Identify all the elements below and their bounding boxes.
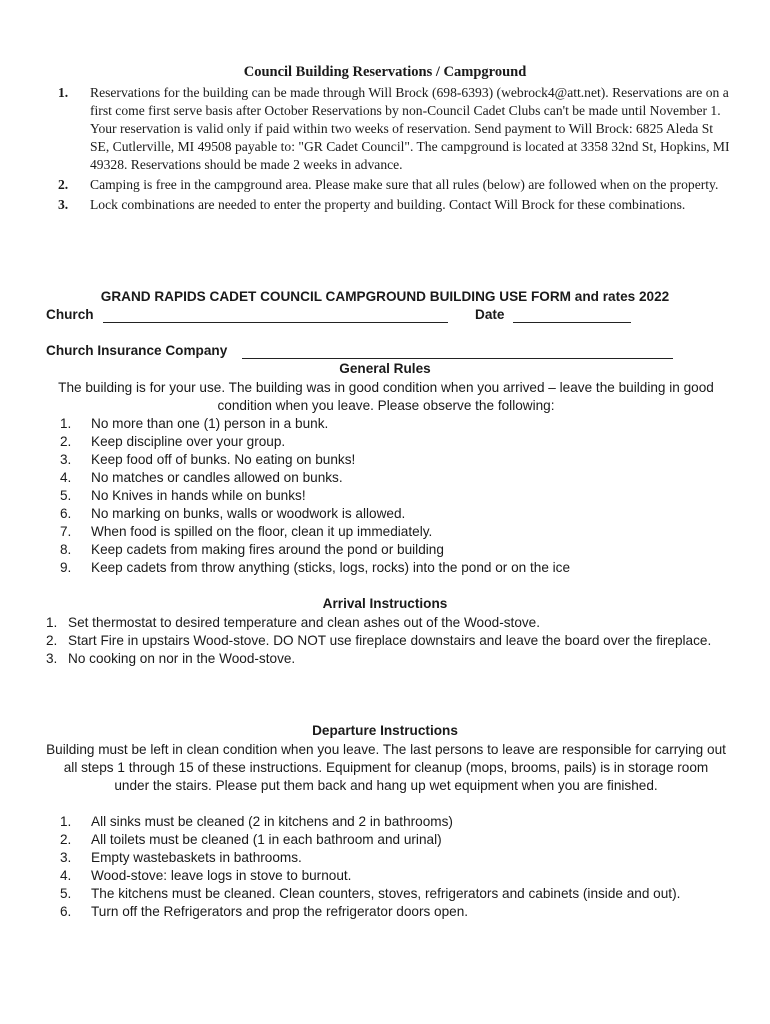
item-number: 5. — [60, 488, 72, 503]
item-text: Empty wastebaskets in bathrooms. — [91, 850, 302, 865]
list-item — [60, 523, 740, 541]
item-number: 2. — [46, 633, 58, 648]
item-text: Reservations for the building can be made through Will Brock (698-6393) (webrock4@att.net). Reservations are on a first come first serve basis after October Reservations by non-Council Cadet Clubs can't be made until November 1. Your reservation is valid only if paid within two weeks of reservation. Send payment to Will Brock: 6825 Aleda St SE, Cutlerville, MI 49508 payable to: "GR Cadet Council". The campground is located at 3358 32nd St, Hopkins, MI 49328. Reservations should be made 2 weeks in advance. — [90, 85, 730, 172]
list-item — [60, 813, 728, 831]
list-item — [60, 541, 740, 559]
list-item — [46, 614, 726, 632]
item-text: The kitchens must be cleaned. Clean counters, stoves, refrigerators and cabinets (inside and out). — [91, 886, 681, 901]
item-text: Keep food off of bunks. No eating on bunks! — [91, 452, 356, 467]
reservations-list — [52, 84, 732, 216]
item-text: No cooking on nor in the Wood-stove. — [68, 651, 296, 666]
item-number: 1. — [60, 416, 72, 431]
item-text: All sinks must be cleaned (2 in kitchens and 2 in bathrooms) — [91, 814, 453, 829]
list-item — [60, 849, 728, 867]
arrival-list — [46, 614, 726, 668]
date-field[interactable] — [513, 322, 631, 323]
item-number: 3. — [46, 651, 58, 666]
church-label: Church — [46, 307, 94, 322]
item-number: 3. — [58, 197, 69, 212]
item-number: 4. — [60, 868, 72, 883]
general-rules-list — [60, 415, 740, 577]
list-item — [60, 451, 740, 469]
list-item — [46, 632, 726, 650]
item-text: When food is spilled on the floor, clean it up immediately. — [91, 524, 433, 539]
list-item — [46, 650, 726, 668]
item-text: Wood-stove: leave logs in stove to burnout. — [91, 868, 352, 883]
item-number: 2. — [60, 832, 72, 847]
general-rules-intro: The building is for your use. The building was in good condition when you arrived – leave the building in good condition when you leave. Please observe the following: — [58, 380, 714, 413]
arrival-heading: Arrival Instructions — [322, 596, 448, 611]
item-text: Keep discipline over your group. — [91, 434, 286, 449]
list-item — [60, 831, 728, 849]
item-text: No marking on bunks, walls or woodwork is allowed. — [91, 506, 406, 521]
item-text: Start Fire in upstairs Wood-stove. DO NOT use fireplace downstairs and leave the board over the fireplace. — [68, 633, 712, 648]
item-number: 4. — [60, 470, 72, 485]
reservations-title: Council Building Reservations / Campground — [243, 64, 527, 80]
item-text: Turn off the Refrigerators and prop the refrigerator doors open. — [91, 904, 469, 919]
list-item — [60, 433, 740, 451]
list-item — [52, 84, 732, 174]
item-text: No more than one (1) person in a bunk. — [91, 416, 329, 431]
insurance-field[interactable] — [242, 358, 673, 359]
item-number: 3. — [60, 850, 72, 865]
item-text: Camping is free in the campground area. Please make sure that all rules (below) are followed when on the property. — [90, 177, 719, 192]
item-text: No matches or candles allowed on bunks. — [91, 470, 343, 485]
item-number: 1. — [60, 814, 72, 829]
church-field[interactable] — [103, 322, 448, 323]
general-rules-heading: General Rules — [339, 361, 431, 376]
item-number: 1. — [58, 85, 69, 100]
item-number: 5. — [60, 886, 72, 901]
item-text: Lock combinations are needed to enter the property and building. Contact Will Brock for these combinations. — [90, 197, 686, 212]
list-item — [60, 559, 740, 577]
list-item — [52, 176, 732, 194]
item-text: Set thermostat to desired temperature and clean ashes out of the Wood-stove. — [68, 615, 541, 630]
date-label: Date — [475, 307, 505, 322]
list-item — [60, 469, 740, 487]
list-item — [60, 505, 740, 523]
item-number: 9. — [60, 560, 72, 575]
list-item — [60, 867, 728, 885]
insurance-label: Church Insurance Company — [46, 343, 228, 358]
item-text: Keep cadets from making fires around the pond or building — [91, 542, 444, 557]
departure-heading: Departure Instructions — [312, 723, 458, 738]
departure-list — [60, 813, 728, 921]
departure-intro: Building must be left in clean condition when you leave. The last persons to leave are responsible for carrying out all steps 1 through 15 of these instructions. Equipment for cleanup (mops, brooms, pails) is in storage room under the stairs. Please put them back and hang up wet equipment when you are finished. — [46, 742, 726, 793]
list-item — [60, 487, 740, 505]
item-number: 6. — [60, 904, 72, 919]
list-item — [60, 415, 740, 433]
item-number: 8. — [60, 542, 72, 557]
item-number: 6. — [60, 506, 72, 521]
item-text: No Knives in hands while on bunks! — [91, 488, 306, 503]
item-number: 3. — [60, 452, 72, 467]
item-number: 1. — [46, 615, 58, 630]
list-item — [52, 196, 732, 214]
item-text: Keep cadets from throw anything (sticks, logs, rocks) into the pond or on the ice — [91, 560, 571, 575]
item-number: 7. — [60, 524, 72, 539]
item-number: 2. — [58, 177, 69, 192]
form-title: GRAND RAPIDS CADET COUNCIL CAMPGROUND BUILDING USE FORM and rates 2022 — [100, 289, 670, 304]
item-number: 2. — [60, 434, 72, 449]
list-item — [60, 903, 728, 921]
item-text: All toilets must be cleaned (1 in each bathroom and urinal) — [91, 832, 442, 847]
list-item — [60, 885, 728, 903]
